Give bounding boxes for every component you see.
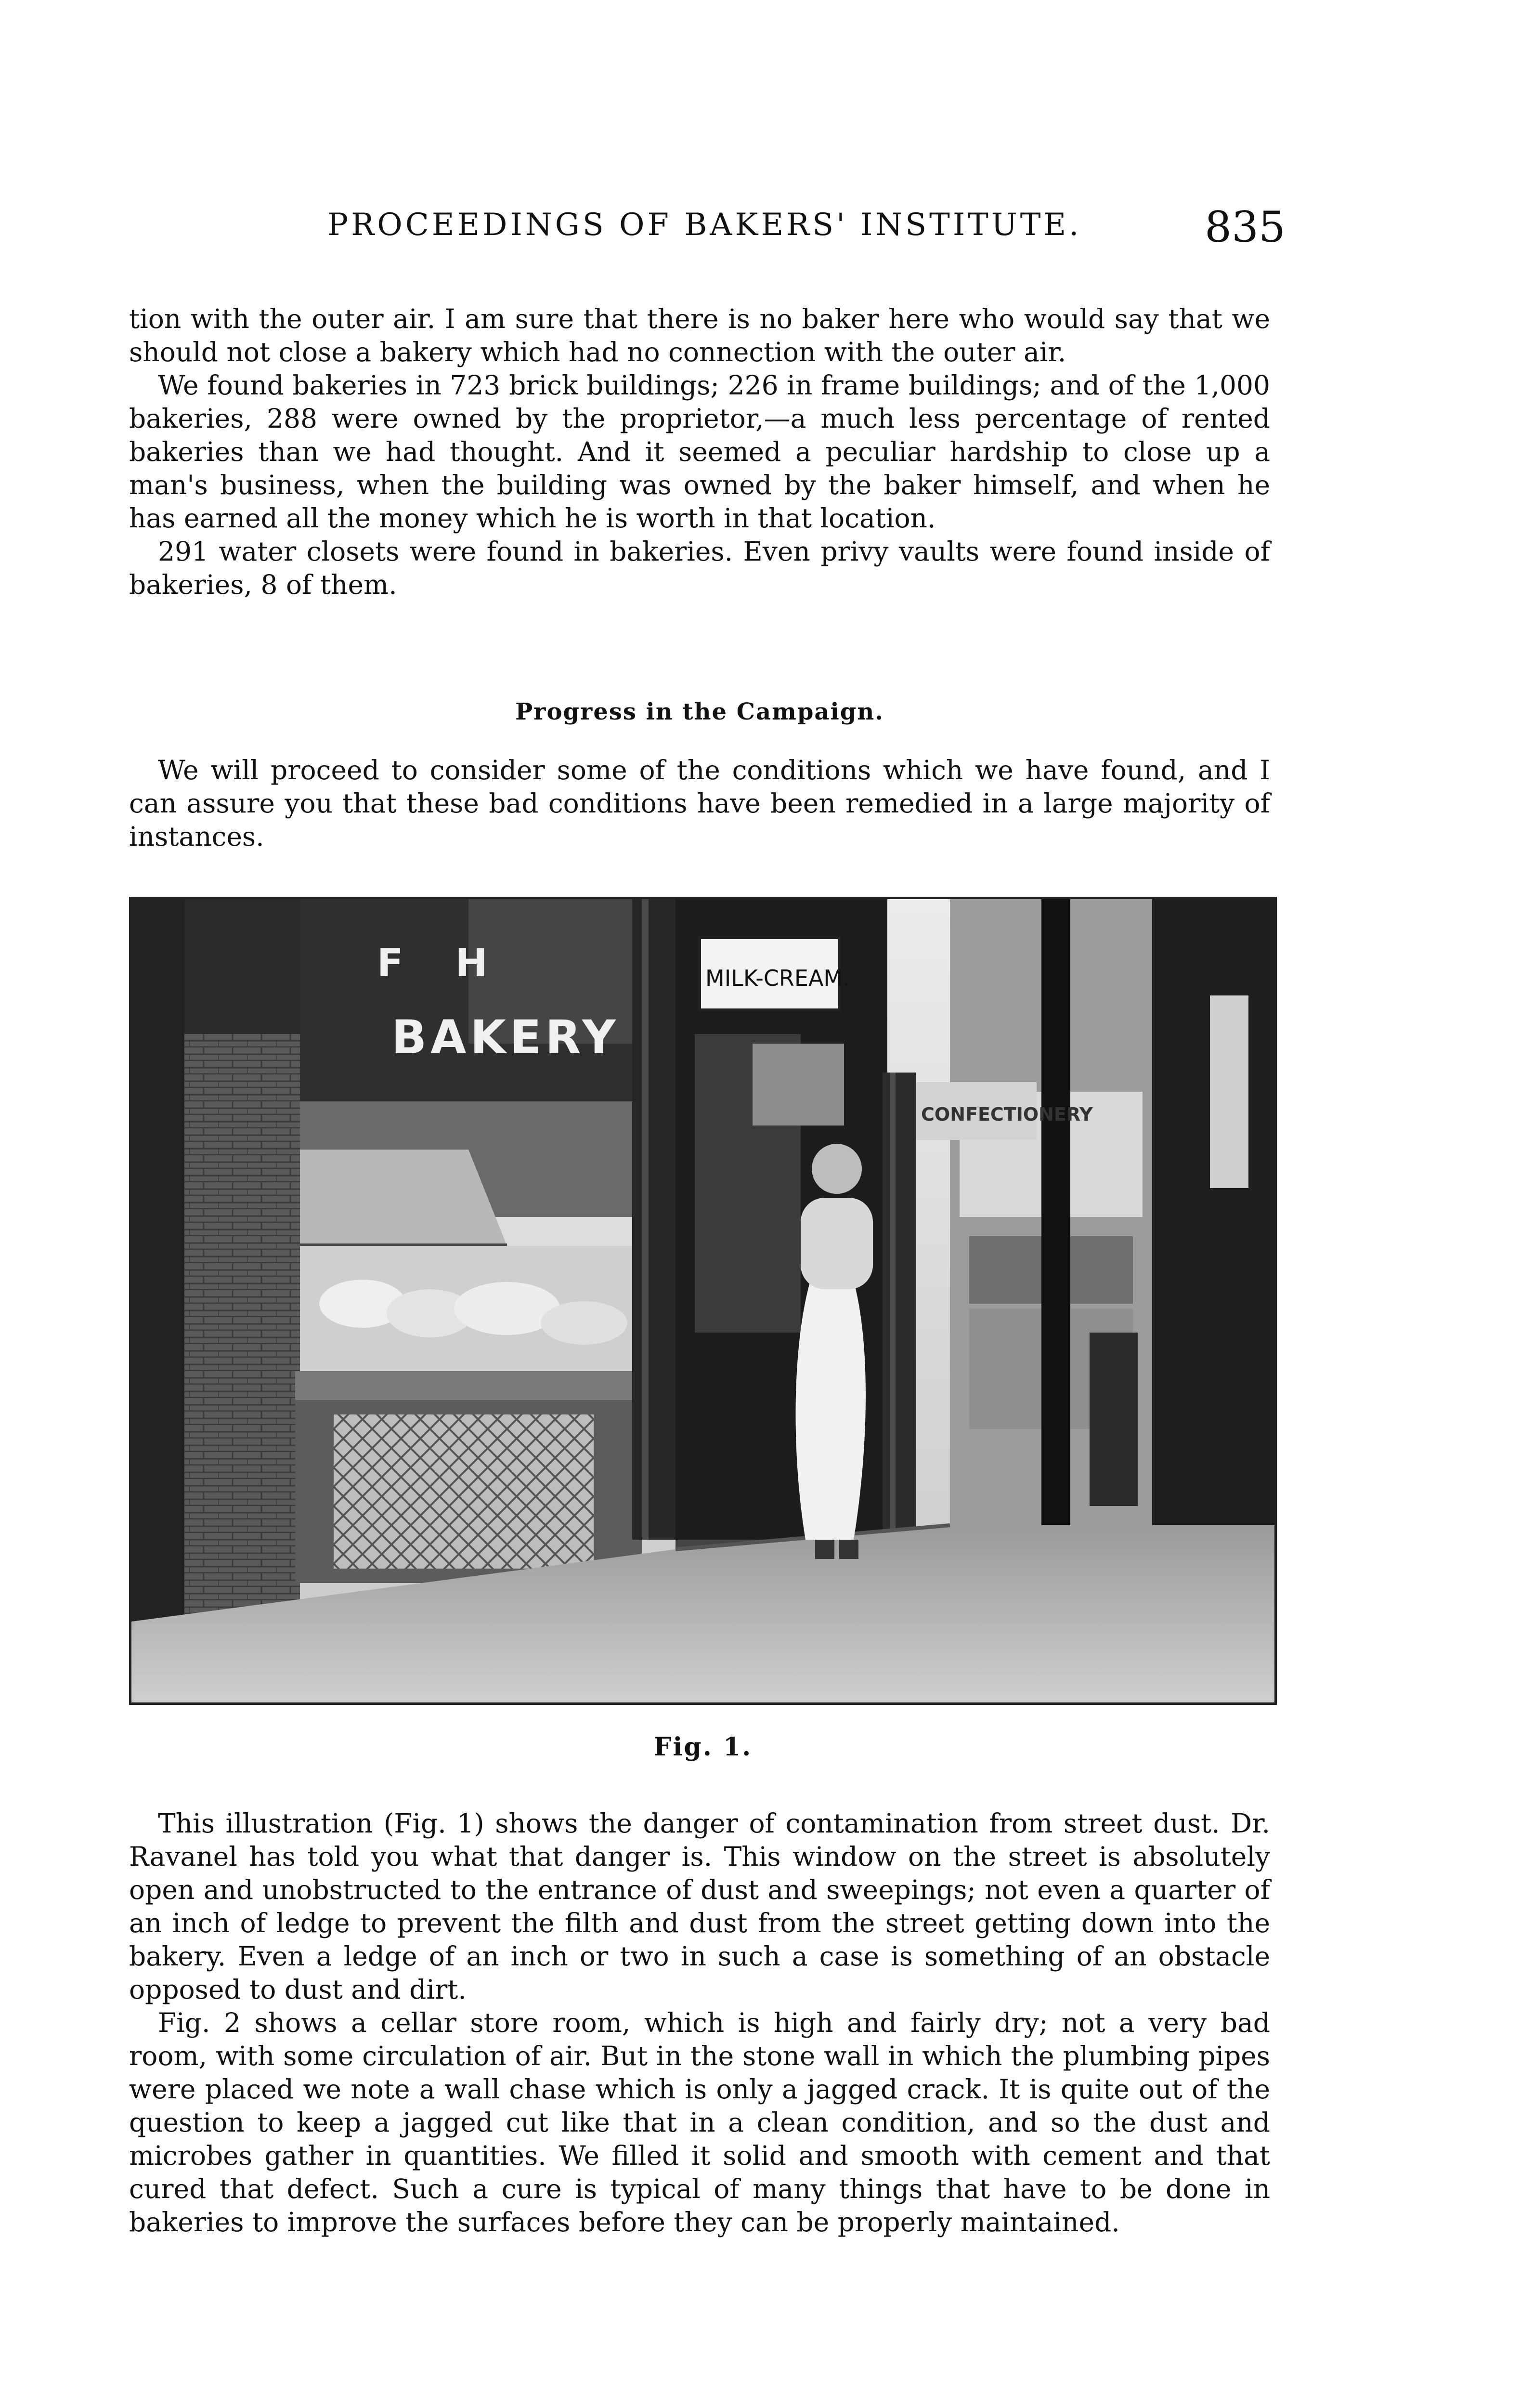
bakery-storefront-photo	[131, 899, 1274, 1702]
paragraph: Fig. 2 shows a cellar store room, which is high and fairly dry; not a very bad room, with some circulation of air. But in the stone wall in which the plumbing pipes were placed we note a wall chase which is only a jagged crack. It is quite out of the question to keep a jagged cut like that in a clean condition, and so the dust and microbes gather in quantities. We filled it solid and smooth with cement and that cured that defect. Such a cure is typical of many things that have to be done in bakeries to improve the surfaces before they can be properly maintained.	[129, 2007, 1270, 2238]
running-header: PROCEEDINGS OF BAKERS' INSTITUTE.	[327, 207, 1082, 243]
page-number: 835	[1205, 202, 1286, 252]
section-text	[129, 754, 1270, 853]
intro-text	[129, 302, 1270, 602]
paragraph: 291 water closets were found in bakeries. Even privy vaults were found inside of bakeries, 8 of them.	[129, 536, 1270, 600]
paragraph: This illustration (Fig. 1) shows the danger of contamination from street dust. Dr. Ravanel has told you what that danger is. This window on the street is absolutely open and unobstructed to the entrance of dust and sweepings; not even a quarter of an inch of ledge to prevent the filth and dust from the street getting down into the bakery. Even a ledge of an inch or two in such a case is something of an obstacle opposed to dust and dirt.	[129, 1808, 1270, 2005]
section-heading: Progress in the Campaign.	[515, 698, 884, 725]
window-lettering-top: F H	[377, 941, 507, 985]
paragraph: We will proceed to consider some of the conditions which we have found, and I can assure you that these bad conditions have been remedied in a large majority of instances.	[129, 755, 1270, 852]
milk-cream-sign: MILK-CREAM.	[705, 965, 850, 991]
confectionery-sign: CONFECTIONERY	[921, 1104, 1093, 1125]
figure-caption: Fig. 1.	[653, 1732, 753, 1762]
paragraph: tion with the outer air. I am sure that there is no baker here who would say that we should not close a bakery which had no connection with the outer air.	[129, 303, 1270, 367]
closing-text	[129, 1807, 1270, 2239]
window-lettering-bakery: BAKERY	[391, 1010, 620, 1064]
figure-photograph	[129, 897, 1277, 1705]
paragraph: We found bakeries in 723 brick buildings; 226 in frame buildings; and of the 1,000 bakeries, 288 were owned by the proprietor,—a much less percentage of rented bakeries than we had thought. And it seemed a peculiar hardship to close up a man's business, when the building was owned by the baker himself, and when he has earned all the money which he is worth in that location.	[129, 370, 1270, 534]
